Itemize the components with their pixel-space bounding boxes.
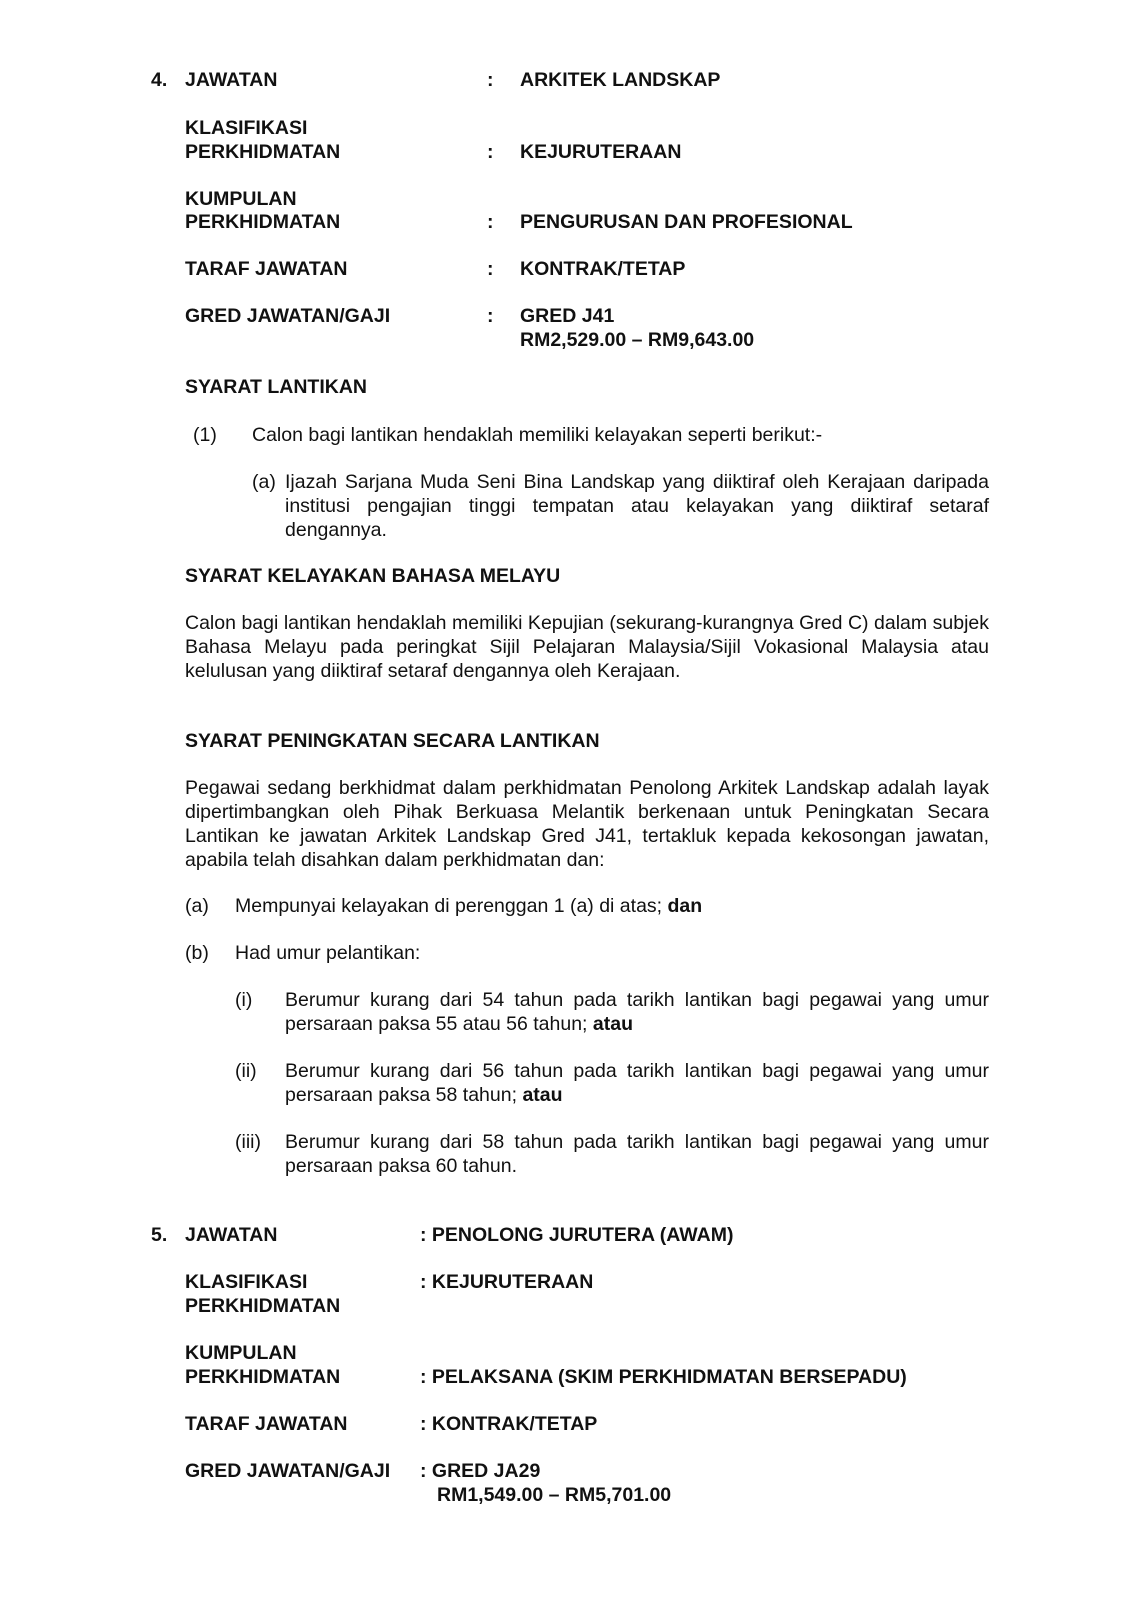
gred-value: GRED J41 [520,305,615,327]
s5-gaji-range: RM1,549.00 – RM5,701.00 [437,1484,672,1506]
section-4-number: 4. [151,69,168,91]
jawatan-colon: : [487,69,494,91]
item-1-text: Calon bagi lantikan hendaklah memiliki kelayakan seperti berikut:- [252,424,823,446]
age-ii-label: (ii) [235,1060,257,1082]
s5-klasifikasi-label: KLASIFIKASI [185,1271,308,1293]
kumpulan-value: PENGURUSAN DAN PROFESIONAL [520,211,853,233]
age-i-text: Berumur kurang dari 54 tahun pada tarikh lantikan bagi pegawai yang umur persaraan paksa 55 atau 56 tahun; [285,989,989,1035]
s5-taraf-value: : KONTRAK/TETAP [420,1413,598,1435]
bahasa-melayu-text: Calon bagi lantikan hendaklah memiliki Kepujian (sekurang-kurangnya Gred C) dalam subjek Bahasa Melayu pada peringkat Sijil Pelajaran Malaysia/Sijil Vokasional Malaysia atau kelulusan yang diiktiraf setaraf dengannya oleh Kerajaan. [185,612,989,682]
s5-klasifikasi-label-2: PERKHIDMATAN [185,1295,341,1317]
klasifikasi-value: KEJURUTERAAN [520,141,682,163]
sub-a-text: Ijazah Sarjana Muda Seni Bina Landskap yang diiktiraf oleh Kerajaan daripada institusi pengajian tinggi tempatan atau kelayakan yang diiktiraf setaraf dengannya. [285,471,989,541]
jawatan-label: JAWATAN [185,69,278,91]
condition-a-text: Mempunyai kelayakan di perenggan 1 (a) di atas; [235,895,663,917]
syarat-lantikan-heading: SYARAT LANTIKAN [185,376,368,398]
age-ii-conjunction: atau [522,1084,563,1106]
age-i-conjunction: atau [592,1013,634,1035]
klasifikasi-colon: : [487,141,494,163]
s5-kumpulan-label: KUMPULAN [185,1342,297,1364]
kumpulan-colon: : [487,211,494,233]
s5-kumpulan-value: : PELAKSANA (SKIM PERKHIDMATAN BERSEPADU) [420,1366,907,1388]
jawatan-value: ARKITEK LANDSKAP [520,69,721,91]
peningkatan-text: Pegawai sedang berkhidmat dalam perkhidmatan Penolong Arkitek Landskap adalah layak dipertimbangkan oleh Pihak Berkuasa Melantik berkenaan untuk Peningkatan Secara Lantikan ke jawatan Arkitek Landskap Gred J41, tertakluk kepada kekosongan jawatan, apabila telah disahkan dalam perkhidmatan dan: [185,777,989,871]
sub-a-label: (a) [252,471,276,493]
s5-taraf-label: TARAF JAWATAN [185,1413,348,1435]
taraf-value: KONTRAK/TETAP [520,258,686,280]
taraf-colon: : [487,258,494,280]
s5-jawatan-label: JAWATAN [185,1224,278,1246]
bahasa-melayu-heading: SYARAT KELAYAKAN BAHASA MELAYU [185,565,561,587]
s5-kumpulan-label-2: PERKHIDMATAN [185,1366,341,1388]
gred-label: GRED JAWATAN/GAJI [185,305,391,327]
age-ii-text: Berumur kurang dari 56 tahun pada tarikh lantikan bagi pegawai yang umur persaraan paksa 58 tahun; [285,1060,989,1106]
item-1-number: (1) [193,424,217,446]
s5-jawatan-value: : PENOLONG JURUTERA (AWAM) [420,1224,734,1246]
condition-b-label: (b) [185,942,209,964]
kumpulan-label: KUMPULAN [185,188,297,210]
condition-a-label: (a) [185,895,209,917]
condition-a [235,894,702,918]
age-iii-text: Berumur kurang dari 58 tahun pada tarikh lantikan bagi pegawai yang umur persaraan paksa 60 tahun. [285,1131,989,1177]
age-i [285,988,989,1036]
condition-a-conjunction: dan [667,895,703,917]
condition-b-text: Had umur pelantikan: [235,942,421,964]
s5-gred-value: : GRED JA29 [420,1460,541,1482]
taraf-label: TARAF JAWATAN [185,258,348,280]
age-iii-label: (iii) [235,1131,261,1153]
klasifikasi-label: KLASIFIKASI [185,117,308,139]
gred-colon: : [487,305,494,327]
kumpulan-label-2: PERKHIDMATAN [185,211,341,233]
s5-gred-label: GRED JAWATAN/GAJI [185,1460,391,1482]
klasifikasi-label-2: PERKHIDMATAN [185,141,341,163]
age-ii [285,1059,989,1107]
gaji-range: RM2,529.00 – RM9,643.00 [520,329,755,351]
peningkatan-heading: SYARAT PENINGKATAN SECARA LANTIKAN [185,730,600,752]
section-5-number: 5. [151,1224,168,1246]
age-i-label: (i) [235,989,253,1011]
s5-klasifikasi-value: : KEJURUTERAAN [420,1271,594,1293]
